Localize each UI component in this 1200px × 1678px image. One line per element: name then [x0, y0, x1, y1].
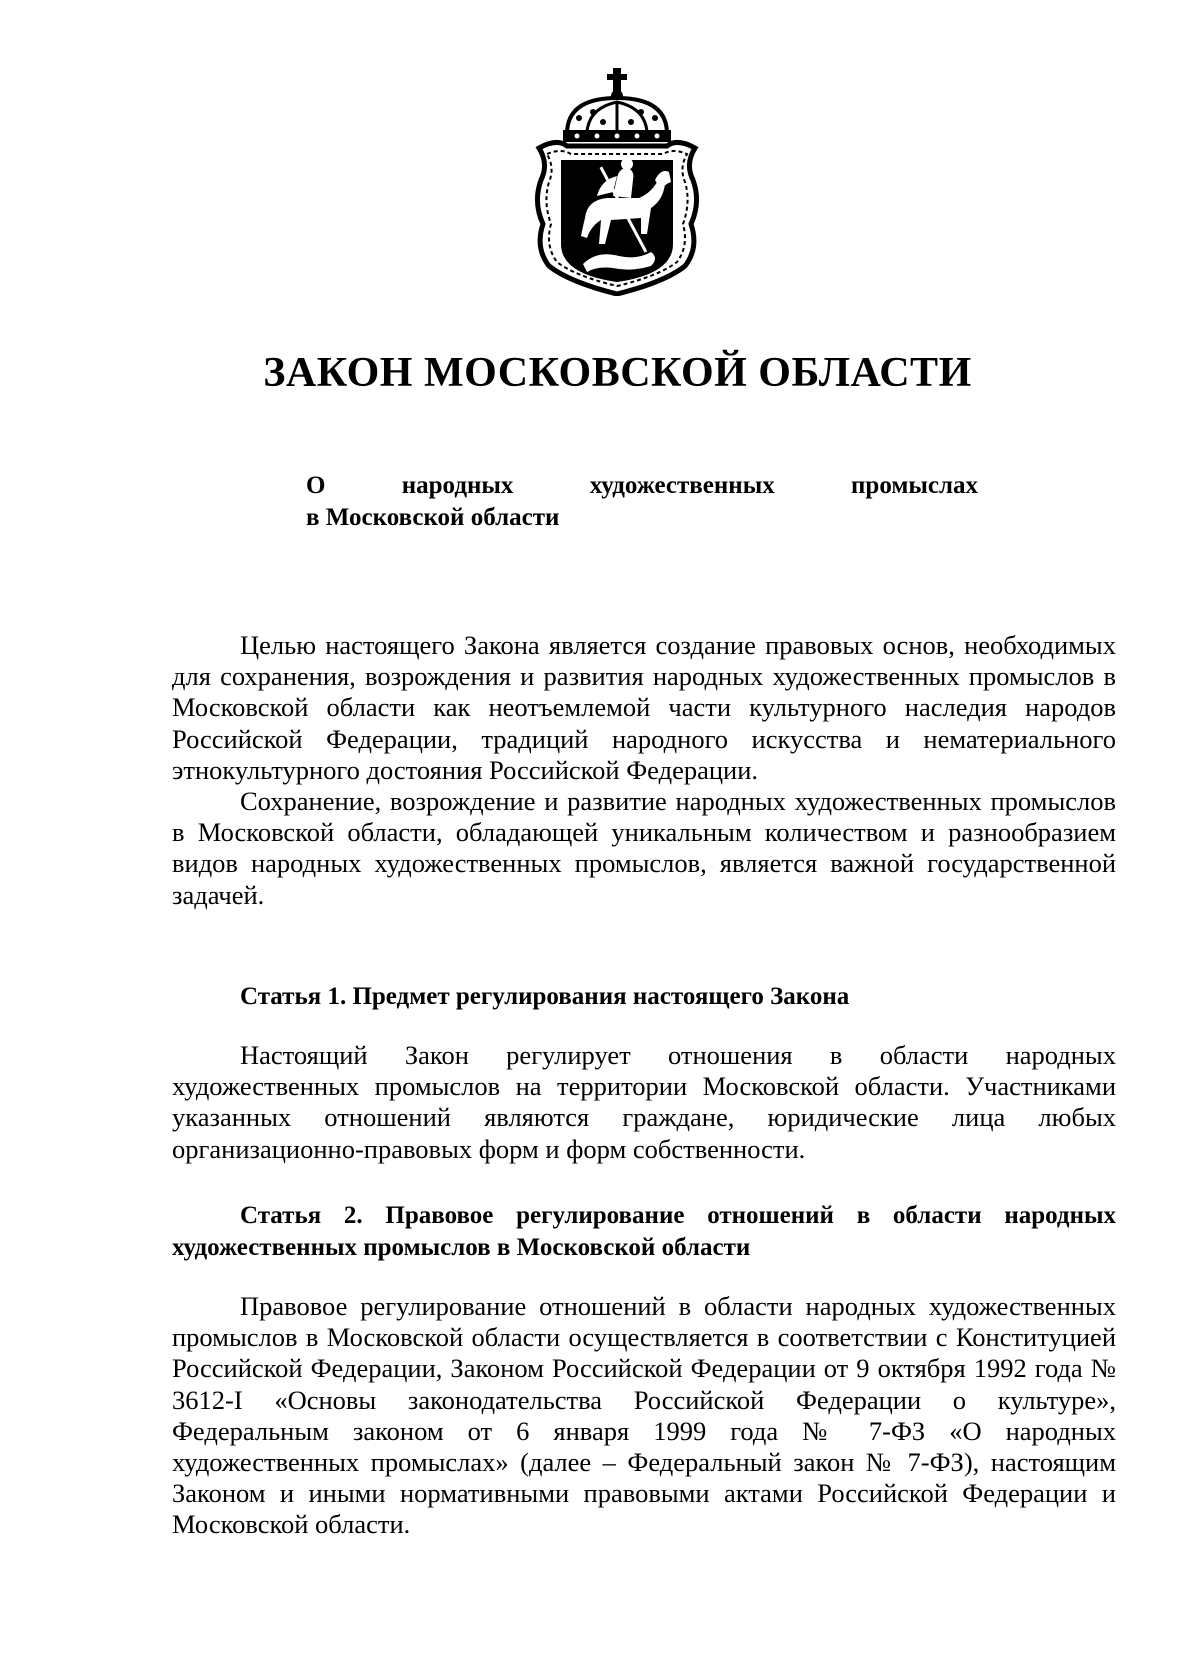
law-subject-word: промыслах: [851, 472, 979, 499]
law-subject-line-1: [306, 470, 978, 502]
article-1-body: [172, 1040, 1116, 1165]
law-subject-word: художественных: [589, 472, 775, 499]
law-subject: [306, 470, 978, 534]
article-2-body: [172, 1291, 1116, 1541]
law-subject-word: О: [306, 472, 326, 499]
moscow-oblast-coat-of-arms-icon: [527, 68, 707, 296]
preamble-paragraph: Целью настоящего Закона является создание правовых основ, необходимых для сохранения, возрождения и развития народных художественных промыслов в Московской области как неотъемлемой части культурного наследия народов Российской Федерации, традиций народного искусства и нематериального этнокультурного достояния Российской Федерации.: [172, 630, 1116, 785]
preamble: [172, 630, 1116, 911]
law-title: ЗАКОН МОСКОВСКОЙ ОБЛАСТИ: [263, 350, 972, 396]
article-2-heading: Статья 2. Правовое регулирование отношений в области народных художественных промыслов в Московской области: [172, 1202, 1116, 1261]
preamble-paragraph: Сохранение, возрождение и развитие народных художественных промыслов в Московской области, обладающей уникальным количеством и разнообразием видов народных художественных промыслов, является важной государственной задачей.: [172, 786, 1116, 910]
article-paragraph: Правовое регулирование отношений в области народных художественных промыслов в Московской области осуществляется в соответствии с Конституцией Российской Федерации, Законом Российской Федерации от 9 октября 1992 года № 3612-I «Основы законодательства Российской Федерации о культуре», Федеральным законом от 6 января 1999 года № 7-ФЗ «О народных художественных промыслах» (далее – Федеральный закон № 7-ФЗ), настоящим Законом и иными нормативными правовыми актами Российской Федерации и Московской области.: [172, 1291, 1116, 1540]
law-subject-word: народных: [401, 472, 514, 499]
article-paragraph: Настоящий Закон регулирует отношения в области народных художественных промыслов на территории Московской области. Участниками указанных отношений являются граждане, юридические лица любых организационно-правовых форм и форм собственности.: [172, 1040, 1116, 1164]
article-1-heading: Статья 1. Предмет регулирования настоящего Закона: [240, 983, 850, 1010]
law-subject-line-2: в Московской области: [306, 504, 560, 531]
